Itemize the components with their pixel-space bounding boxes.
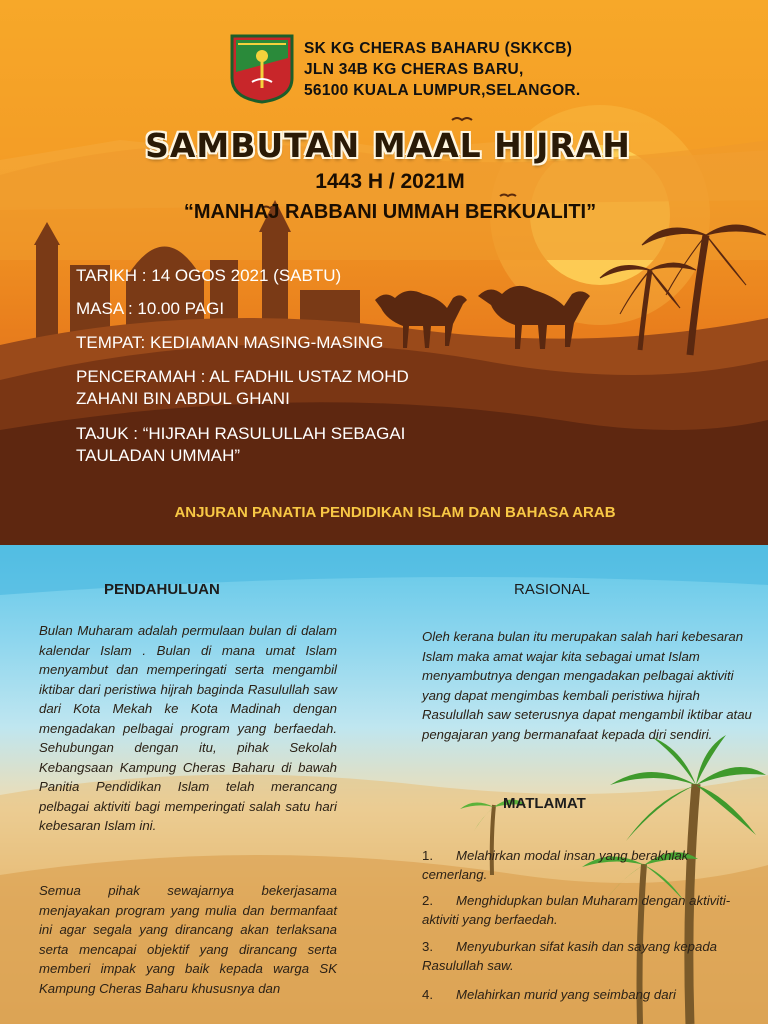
event-topic: [76, 423, 405, 467]
event-time: MASA : 10.00 PAGI: [76, 299, 225, 318]
event-date: TARIKH : 14 OGOS 2021 (SABTU): [76, 266, 342, 285]
event-title: SAMBUTAN MAAL HIJRAH: [145, 126, 631, 165]
rasional-heading: RASIONAL: [514, 581, 590, 598]
school-address-line1: JLN 34B KG CHERAS BARU,: [304, 61, 524, 78]
matlamat-item-number: 3.: [422, 939, 433, 954]
event-topic-line2: TAULADAN UMMAH”: [76, 446, 241, 465]
event-topic-line1: TAJUK : “HIJRAH RASULULLAH SEBAGAI: [76, 424, 406, 443]
matlamat-heading: MATLAMAT: [503, 795, 586, 812]
event-speaker-line2: ZAHANI BIN ABDUL GHANI: [76, 389, 290, 408]
event-organizer: ANJURAN PANATIA PENDIDIKAN ISLAM DAN BAHASA ARAB: [174, 504, 616, 521]
event-speaker: [76, 366, 409, 410]
matlamat-item: [422, 891, 757, 929]
school-name: SK KG CHERAS BAHARU (SKKCB): [304, 40, 573, 57]
school-address-line2: 56100 KUALA LUMPUR,SELANGOR.: [304, 82, 581, 99]
matlamat-item-text: Melahirkan modal insan yang berakhlak cemerlang.: [422, 848, 689, 882]
matlamat-item-text: Menghidupkan bulan Muharam dengan aktiviti-aktiviti yang berfaedah.: [422, 893, 731, 927]
event-year: 1443 H / 2021M: [315, 170, 465, 193]
matlamat-item-number: 2.: [422, 893, 433, 908]
matlamat-item-text: Menyuburkan sifat kasih dan sayang kepada Rasulullah saw.: [422, 939, 717, 973]
program-description-page: [0, 545, 768, 1024]
matlamat-item: [422, 846, 757, 884]
school-crest-logo: [228, 32, 296, 104]
pendahuluan-paragraph-2: Semua pihak sewajarnya bekerjasama menjayakan program yang mulia dan bermanfaat ini agar segala yang dirancang akan terlaksana serta mencapai objektif yang dirancang serta memberi impak yang baik kepada warga SK Kampung Cheras Baharu khususnya dan: [39, 883, 337, 996]
event-speaker-line1: PENCERAMAH : AL FADHIL USTAZ MOHD: [76, 367, 409, 386]
matlamat-item-number: 1.: [422, 848, 433, 863]
event-venue: TEMPAT: KEDIAMAN MASING-MASING: [76, 333, 384, 352]
rasional-paragraph: Oleh kerana bulan itu merupakan salah hari kebesaran Islam maka amat wajar kita sebagai umat Islam menyambutnya dengan mengadakan pelbagai aktiviti yang dapat mengimbas kembali peristiwa hijrah Rasulullah saw seterusnya dapat mengambil iktibar atau pengajaran yang bermanafaat kepada diri sendiri.: [422, 629, 752, 742]
pendahuluan-paragraph-1: Bulan Muharam adalah permulaan bulan di dalam kalendar Islam . Bulan di mana umat Islam menyambut dan memperingati serta mengambil iktibar dari peristiwa hijrah baginda Rasulullah saw dari Kota Mekah ke Kota Madinah dengan mengadakan pelbagai program yang berfaedah. Sehubungan dengan itu, pihak Sekolah Kebangsaan Kampung Cheras Baharu di bawah Panitia Pendidikan Islam telah merancang pelbagai aktiviti bagi memperingati salah satu hari kebesaran Islam ini.: [39, 623, 337, 833]
matlamat-item: [422, 937, 757, 975]
event-theme: “MANHAJ RABBANI UMMAH BERKUALITI”: [183, 201, 597, 223]
matlamat-item: [422, 985, 757, 1004]
school-address-block: [304, 38, 581, 101]
matlamat-item-number: 4.: [422, 987, 433, 1002]
matlamat-item-text: Melahirkan murid yang seimbang dari: [456, 987, 676, 1002]
pendahuluan-heading: PENDAHULUAN: [104, 581, 220, 598]
